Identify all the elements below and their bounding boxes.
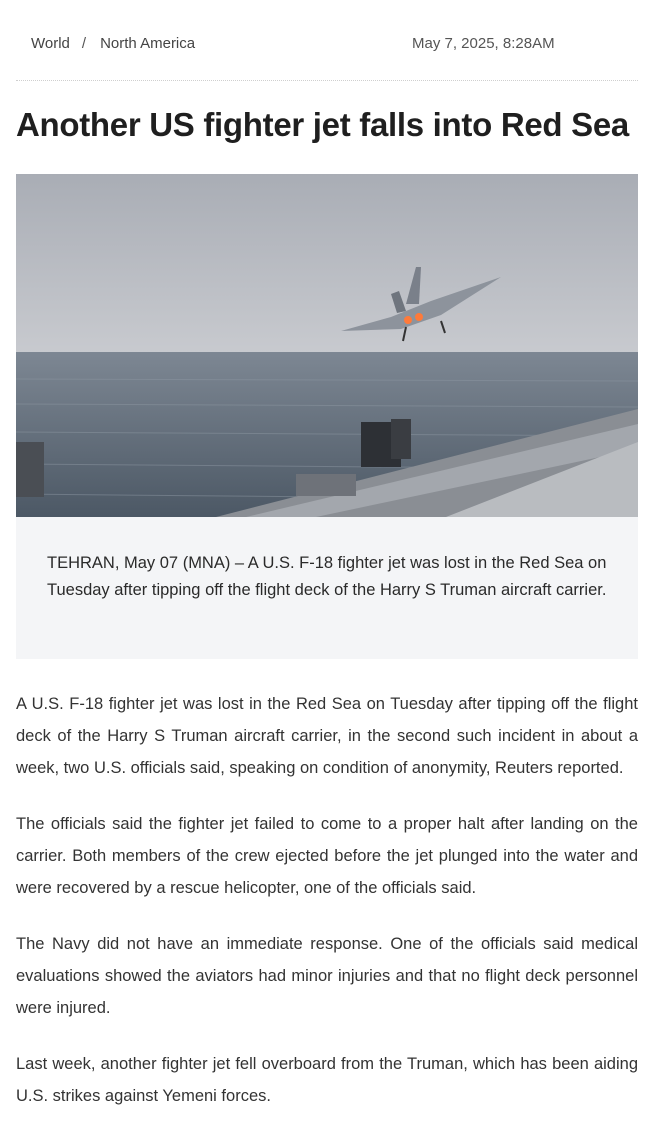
- breadcrumb: [31, 35, 195, 52]
- breadcrumb-north-america-link[interactable]: North America: [100, 35, 196, 52]
- body-paragraph: The officials said the fighter jet failed to come to a proper halt after landing on the carrier. Both members of the crew ejected before the jet plunged into the water and were recovered by a rescue helicopter, one of the officials said.: [16, 815, 638, 897]
- lead-summary-text: TEHRAN, May 07 (MNA) – A U.S. F-18 fighter jet was lost in the Red Sea on Tuesday after tipping off the flight deck of the Harry S Truman aircraft carrier.: [47, 554, 607, 599]
- article-title: Another US fighter jet falls into Red Sea: [16, 106, 629, 143]
- body-paragraph: The Navy did not have an immediate response. One of the officials said medical evaluations showed the aviators had minor injuries and that no flight deck personnel were injured.: [16, 935, 638, 1017]
- hero-image: [16, 174, 638, 517]
- breadcrumb-world-link[interactable]: World: [31, 35, 70, 52]
- lead-summary-box: [16, 517, 638, 659]
- fighter-jet-photo-icon: [16, 174, 638, 517]
- article-body: [16, 688, 638, 1136]
- publish-date: May 7, 2025, 8:28AM: [412, 35, 555, 52]
- breadcrumb-separator: /: [81, 35, 87, 52]
- body-paragraph: A U.S. F-18 fighter jet was lost in the Red Sea on Tuesday after tipping off the flight deck of the Harry S Truman aircraft carrier, in the second such incident in about a week, two U.S. officials said, speaking on condition of anonymity, Reuters reported.: [16, 695, 638, 777]
- body-paragraph: Last week, another fighter jet fell overboard from the Truman, which has been aiding U.S. strikes against Yemeni forces.: [16, 1055, 638, 1105]
- article-header-bar: [16, 0, 638, 81]
